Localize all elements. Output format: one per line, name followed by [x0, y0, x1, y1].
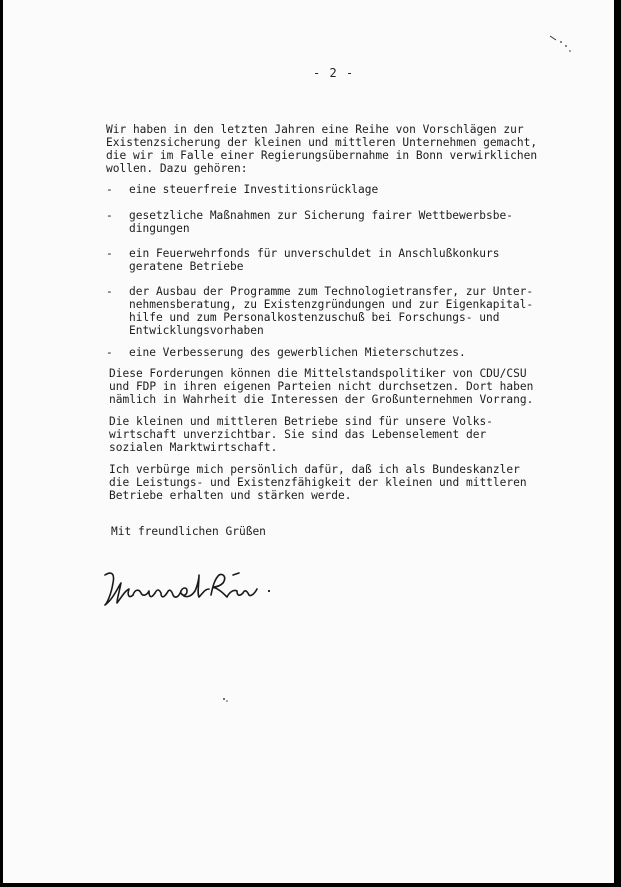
para4-line-1: Ich verbürge mich persönlich dafür, daß ich als Bundeskanzler — [109, 463, 520, 476]
para4-line-3: Betriebe erhalten und stärken werde. — [109, 489, 352, 502]
bullet-2-line-2: dingungen — [129, 222, 190, 235]
bullet-marker: - — [106, 183, 113, 196]
intro-line-1: Wir haben in den letzten Jahren eine Reihe von Vorschlägen zur — [106, 123, 524, 136]
signature — [101, 565, 301, 615]
para2-line-1: Diese Forderungen können die Mittelstandspolitiker von CDU/CSU — [109, 367, 527, 380]
bullet-4-line-2: nehmensberatung, zu Existenzgründungen und zur Eigenkapital- — [129, 298, 534, 311]
para2-line-2: und FDP in ihren eigenen Parteien nicht durchsetzen. Dort haben — [109, 380, 534, 393]
intro-line-3: die wir im Falle einer Regierungsübernahme in Bonn verwirklichen — [106, 149, 538, 162]
closing: Mit freundlichen Grüßen — [111, 525, 266, 538]
bullet-3-line-2: geratene Betriebe — [129, 260, 244, 273]
bullet-4-line-3: hilfe und zum Personalkostenzuschuß bei Forschungs- und — [129, 311, 500, 324]
page-number: - 2 - — [313, 66, 355, 80]
bullet-3-line-1: ein Feuerwehrfonds für unverschuldet in Anschlußkonkurs — [129, 247, 500, 260]
intro-line-4: wollen. Dazu gehören: — [106, 162, 248, 175]
para4-line-2: die Leistungs- und Existenzfähigkeit der kleinen und mittleren — [109, 476, 527, 489]
para3-line-2: wirtschaft unverzichtbar. Sie sind das Lebenselement der — [109, 428, 487, 441]
intro-line-2: Existenzsicherung der kleinen und mittleren Unternehmen gemacht, — [106, 136, 538, 149]
bullet-4-line-1: der Ausbau der Programme zum Technologietransfer, zur Unter- — [129, 285, 534, 298]
bullet-2-line-1: gesetzliche Maßnahmen zur Sicherung fairer Wettbewerbsbe- — [129, 209, 513, 222]
bullet-marker: - — [106, 209, 113, 222]
para3-line-3: sozialen Marktwirtschaft. — [109, 441, 278, 454]
para2-line-3: nämlich in Wahrheit die Interessen der Großunternehmen Vorrang. — [109, 393, 534, 406]
scan-speck — [548, 32, 578, 60]
bullet-4-line-4: Entwicklungsvorhaben — [129, 324, 264, 337]
bullet-1-line-1: eine steuerfreie Investitionsrücklage — [129, 183, 379, 196]
bullet-marker: - — [106, 346, 113, 359]
bullet-5-line-1: eine Verbesserung des gewerblichen Mieterschutzes. — [129, 346, 466, 359]
document-page — [3, 0, 614, 883]
bullet-marker: - — [106, 247, 113, 260]
scan-speck — [221, 696, 231, 704]
bullet-marker: - — [106, 285, 113, 298]
para3-line-1: Die kleinen und mittleren Betriebe sind für unsere Volks- — [109, 415, 493, 428]
